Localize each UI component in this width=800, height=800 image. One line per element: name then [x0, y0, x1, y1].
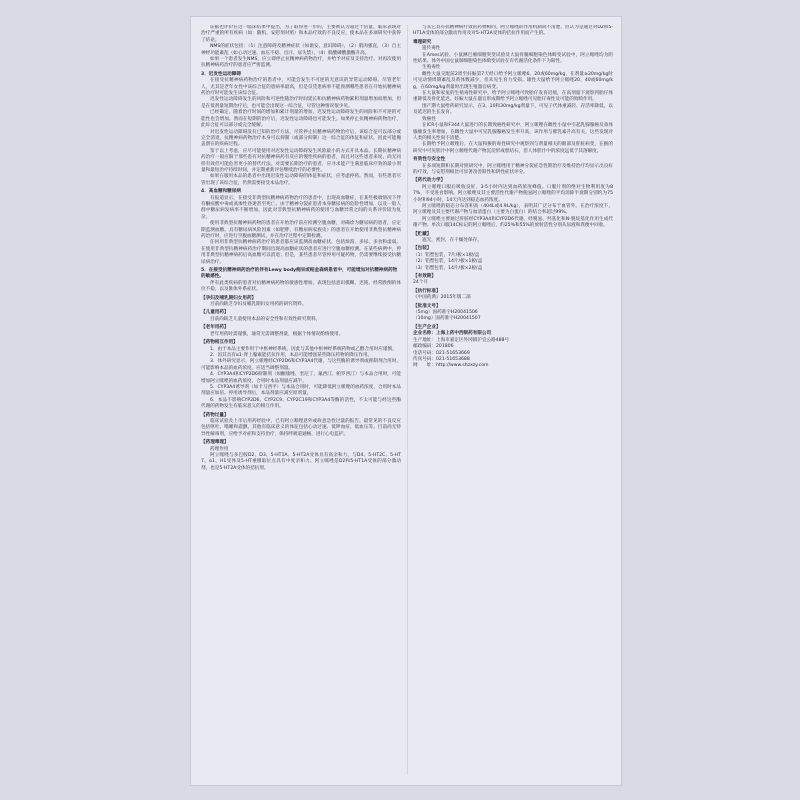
paragraph: 5．CYP3A4诱导剂（如卡马西平）与本品合用时，可能降低阿立哌唑的血药浓度，合用时本品剂量应加倍。停用诱导剂后，本品剂量应减至原剂量。	[201, 384, 401, 397]
package-insert-sheet	[190, 16, 622, 786]
paragraph: 如果在服用本品的患者中出现迟发性运动障碍的体征和症状，应考虑停药。然而，有些患者尽管出现了该综合征，仍然需要接受本品治疗。	[201, 174, 401, 186]
paragraph: 对迟发性运动障碍没有已知的治疗方法，尽管停止抗精神病药物治疗后，该综合征可以部分或完全消退。抗精神病药物治疗本身可以抑制（或部分抑制）这一综合征的体征和症状，因此可能掩盖潜在的疾病过程。	[201, 129, 401, 148]
section-heading: 【药物相互作用】	[201, 340, 238, 346]
paragraph: 在ICR小鼠和F344大鼠进行的长期致癌性研究中，阿立哌唑在雌性小鼠中引起乳腺腺癌及垂体腺瘤发生率增加，在雌性大鼠中可见乳腺腺癌发生率升高，该作用与催乳素升高有关。这些发现对人类的相关性尚不清楚。	[413, 123, 613, 141]
section-heading: 【药理毒理】	[201, 440, 229, 446]
section-heading: 【包装】	[413, 246, 432, 252]
paragraph: 3．体外研究显示，阿立哌唑经CYP2D6和CYP3A4代谢，与这些酶的诱导剂或抑制剂合用时，可能影响本品的血药浓度，应适当调整剂量。	[201, 359, 401, 371]
paragraph: 如果一个患者发生NMS，应立即停止抗精神病药物治疗，并给予对症及支持治疗。对再次使用抗精神病药治疗的患者应严密监测。	[201, 57, 401, 69]
paragraph: 伴有此类疾病的患者对抗精神病药物的敏感性增加，表现包括意识模糊、迟钝、经常跌倒的体位不稳，以及锥体外系症状。	[201, 280, 401, 293]
paragraph: 长期给予阿立哌唑后，在大鼠和猴的毒性研究中观察到与剂量相关的眼部及肝脏病变，在猴的研究中可见胆汁中阿立哌唑代谢产物沉淀形成胆结石，但人体胆汁中的浓度远低于其溶解度。	[413, 142, 613, 154]
section-heading: 【有效期】	[413, 274, 436, 280]
paragraph: 围产期大鼠给药研究显示，在3、10和30mg/kg剂量下，可见子代体重减轻、存活率降低，以及延迟的生长发育。	[413, 103, 613, 116]
section-heading: 4．高血糖和糖尿病	[201, 189, 241, 195]
section-heading: 【生产企业】	[413, 324, 441, 330]
paragraph: 2．因其具有α1-肾上腺素能拮抗作用，本品可能增强某些降压药物的降压作用。	[210, 352, 373, 358]
paragraph: 目前尚缺乏儿童使用本品的安全性和有效性研究资料。	[210, 316, 321, 322]
paragraph: 迟发性运动障碍发生的风险和可逆性随治疗时间延长和抗精神病药物累积剂量增加而增加，但是在低剂量短期治疗后，也可能会出现这一综合征，尽管这种情况很少见。	[201, 97, 401, 109]
info-line: （1）铝塑包装，7片/板×1板/盒	[413, 252, 480, 258]
section-heading: 【药物过量】	[201, 412, 229, 418]
info-line: （5mg）国药准字H20041506	[413, 310, 478, 316]
paragraph: 遗传毒性	[422, 46, 441, 52]
paragraph: 任何用非典型抗精神病药治疗的患者都应该监测高血糖症状，包括烦渴、多尿、多食和虚弱。在使用非典型抗精神病药治疗期间出现高血糖症状的患者应进行空腹血糖检测。在某些病例中，停用非典型抗精神病药后高血糖可以消退；但是，某些患者尽管停用可疑药物，仍需要继续接受抗糖尿病治疗。	[201, 240, 401, 265]
info-line: 传真号码：021-51653688	[413, 356, 470, 362]
info-line: 电话号码：021-51653669	[413, 350, 470, 356]
paragraph: 1．由于本品主要作用于中枢神经系统，因此与其他中枢神经系统药物或乙醇合用时应谨慎。	[210, 346, 397, 352]
right-column	[413, 25, 613, 775]
section-heading: 【贮藏】	[413, 231, 432, 237]
paragraph: 阿立哌唑与多巴胺D2、D3、5-HT1A、5-HT2A受体具有高亲和力，与D4、5-HT2C、5-HT7、α1、H1受体及5-HT重摄取位点具有中度亲和力。阿立哌唑是D2和5-HT1A受体的部分激动剂，也是5-HT2A受体的拮抗剂。	[201, 453, 401, 471]
section-heading: 5．在接受抗精神病药治疗的伴有Lewy body痴呆或帕金森病患者中，可能增加对抗精神病药物的敏感性。	[201, 268, 398, 280]
paragraph: 阿立哌唑口服后吸收良好，3-5小时内达到血药浓度峰值。口服片剂的绝对生物利用度为87%，不受进食影响。阿立哌唑及其主要活性代谢产物脱氢阿立哌唑的平均消除半衰期分别约为75小时和94小时，14天内达到稳态血药浓度。	[413, 184, 613, 203]
info-line: 生产地址：上海市嘉定区外冈镇沪宜公路488号	[413, 337, 510, 343]
paragraph: 证据也评价在这一临床结果中提出，为了取得进一步的，主要被认为超过十倍量，临床表现对治疗严重的所有疾病（如：随机、安慰剂对照）和本品疗效的不良反应，使本品在多项研究中获得了结论。	[201, 25, 401, 43]
paragraph: 药理作用	[210, 446, 229, 452]
section-heading: 毒理研究	[413, 39, 432, 45]
section-heading: 3．迟发性运动障碍	[201, 71, 241, 77]
paragraph: 有报道显示，在接受非典型抗精神病药物治疗的患者中，出现高血糖症，在某些极端情况下伴有酮症酸中毒或高渗性昏迷甚至死亡。由于精神分裂症患者本身糖尿病的危险性增加，以及一般人群中糖尿病发病率不断增加，因此对非典型抗精神病药的使用与血糖异常之间的关系评价较为复杂。	[201, 195, 401, 220]
paragraph: 6．本品不影响CYP2D6、CYP2C9、CYP2C19和CYP3A4等酶的活性，不太可能与经这些酶代谢的药物发生有临床意义的相互作用。	[201, 397, 401, 410]
info-line: （2）铝塑包装，14片/板×1板/盒	[413, 259, 483, 265]
section-heading: 【药代动力学】	[413, 178, 446, 184]
info-line: 24个月	[413, 280, 429, 286]
info-line: 企业名称：上海上药中西制药有限公司	[413, 331, 492, 337]
info-line: 邮政编码：201806	[413, 344, 454, 350]
paragraph: 雌性大鼠交配前2周至妊娠第7天经口给予阿立哌唑6、20或60mg/kg，在剂量≥20mg/kg时可见动情周期紊乱及黄体数减少，但未见生育力受损。雄性大鼠给予阿立哌唑20、40或60mg/kg，在60mg/kg剂量时出现生殖器官病变。	[413, 71, 613, 90]
paragraph: 在多项短期和长期对照研究中，阿立哌唑用于精神分裂症急性期治疗及维持治疗均显示出良好的疗效，与安慰剂相比可显著改善阳性和阴性症状评分。	[413, 163, 613, 175]
paragraph: 阿立哌唑的稳态分布容积高（404L或4.9L/kg），表明其广泛分布于血管外。在治疗浓度下，阿立哌唑及其主要代谢产物与血清蛋白（主要为白蛋白）的结合率超过99%。	[413, 203, 613, 216]
paragraph: 遮光，密封，在干燥处保存。	[422, 238, 482, 243]
paragraph: 4．CYP3A4和CYP2D6抑制剂（如酮康唑、奎尼丁、氟西汀、帕罗西汀）与本品合用时，可能增加阿立哌唑的血药浓度，合用时本品剂量应减半。	[201, 372, 401, 384]
section-heading: 【儿童用药】	[201, 310, 229, 316]
paragraph: 目前尚缺乏孕妇及哺乳期妇女用药的研究资料。	[210, 302, 307, 308]
paragraph: 与其它具有抗精神病疗效的药物相同，阿立哌唑的作用机制尚不清楚，但认为是通过对D2和5-HT1A受体的部分激动作用及对5-HT2A受体的拮抗作用而产生的。	[413, 25, 613, 37]
info-line: 《中国药典》2015年版二部	[413, 295, 471, 301]
section-heading: 【孕妇及哺乳期妇女用药】	[201, 295, 257, 301]
paragraph: 老年用药时需谨慎，通常无需调整剂量，根据个体情况酌情使用。	[210, 331, 344, 337]
info-line: （10mg）国药准字H20041507	[413, 316, 481, 322]
paragraph: 已经确定，随着治疗时间的增加和累计剂量的增加，迟发性运动障碍发生的风险和不可逆的可能性也会增加。然而在短期的治疗后，迟发性运动障碍也可能发生。如果停止抗精神病药物治疗，此综合征可以部分或完全缓解。	[201, 110, 401, 129]
paragraph: 使用非典型抗精神病药物的患者在开始治疗前应检测空腹血糖，对确诊为糖尿病的患者，应定期监测血糖。具有糖尿病风险因素（如肥胖、有糖尿病家族史）的患者在开始使用非典型抗精神病药治疗时，应进行空腹血糖测试，并在治疗过程中定期检测。	[201, 221, 401, 239]
paragraph: NMS的症状包括：（1）注意障碍及精神症状（如谵妄、意识障碍），（2）肌肉强直，（3）自主神经功能紊乱（如心动过速、血压不稳、出汗、尿失禁），（4）肌酸磷酸激酶升高。	[201, 44, 401, 56]
info-line: 网 址：http://www.shzxzy.com	[413, 363, 489, 369]
paragraph: 鉴于以上考虑，应尽可能使用对迟发性运动障碍发生风险最小的方式开具本品。长期抗精神病药治疗一般应限于那些患有对抗精神病药有反应的慢性疾病的患者，而且对这些患者来说，尚无同样有效但可能危害更小的替代疗法。对需要长期治疗的患者，应寻求能产生满意临床疗效的最小剂量和最短治疗持续时间，并定期重新评估继续治疗的必要性。	[201, 148, 401, 173]
paragraph: 在接受抗精神病药物治疗的患者中，可能会发生不可逆的无意识的异常运动障碍。尽管老年人，尤其是老年女性中该综合征的患病率最高，但是仅凭患病率不能预测哪些患者在开始抗精神病药治疗时可能发生该综合征。	[201, 78, 401, 97]
paragraph: 临床试验及上市后用药经验中，已有阿立哌唑意外或故意急性过量的报告。最常见的不良反应包括呕吐、嗜睡和震颤。其他有临床意义的体征包括心动过速、低钾血症、低血压等。目前尚无特异性解毒剂，应给予对症和支持治疗，保持呼吸道通畅，进行心电监护。	[201, 418, 401, 437]
paragraph: 致癌性	[422, 116, 436, 122]
left-column	[201, 25, 401, 775]
section-heading: 【执行标准】	[413, 288, 441, 294]
section-heading: 【老年用药】	[201, 325, 229, 331]
paragraph: 在大鼠和家兔的生殖毒性研究中，给予阿立哌唑可致胎仔发育迟缓，在高剂量下观察到胎仔体重降低及骨化延迟。妊娠大鼠在器官形成期给予阿立哌唑可见胎仔毒性及可能的致畸作用。	[413, 91, 613, 103]
paragraph: 阿立哌唑主要通过肝脏经CYP3A4和CYP2D6代谢，经脱氢、羟基化和N-脱烷基化作用生成代谢产物。单次口服14C标记的阿立哌唑后，约25%和55%的放射活性分别从尿液和粪便中回收。	[413, 216, 613, 229]
section-heading: 【批准文号】	[413, 303, 441, 309]
info-line: （3）铝塑包装，14片/板×2板/盒	[413, 265, 483, 271]
section-heading: 有效性与安全性	[413, 157, 446, 163]
paragraph: 生殖毒性	[422, 65, 441, 71]
column-divider	[407, 25, 408, 775]
paragraph: 在Ames试验、小鼠淋巴瘤细胞突变试验及大鼠骨髓细胞染色体畸变试验中，阿立哌唑均为阴性结果。体外中国仓鼠肺细胞染色体畸变试验在有代谢活化条件下为阳性。	[413, 52, 613, 65]
